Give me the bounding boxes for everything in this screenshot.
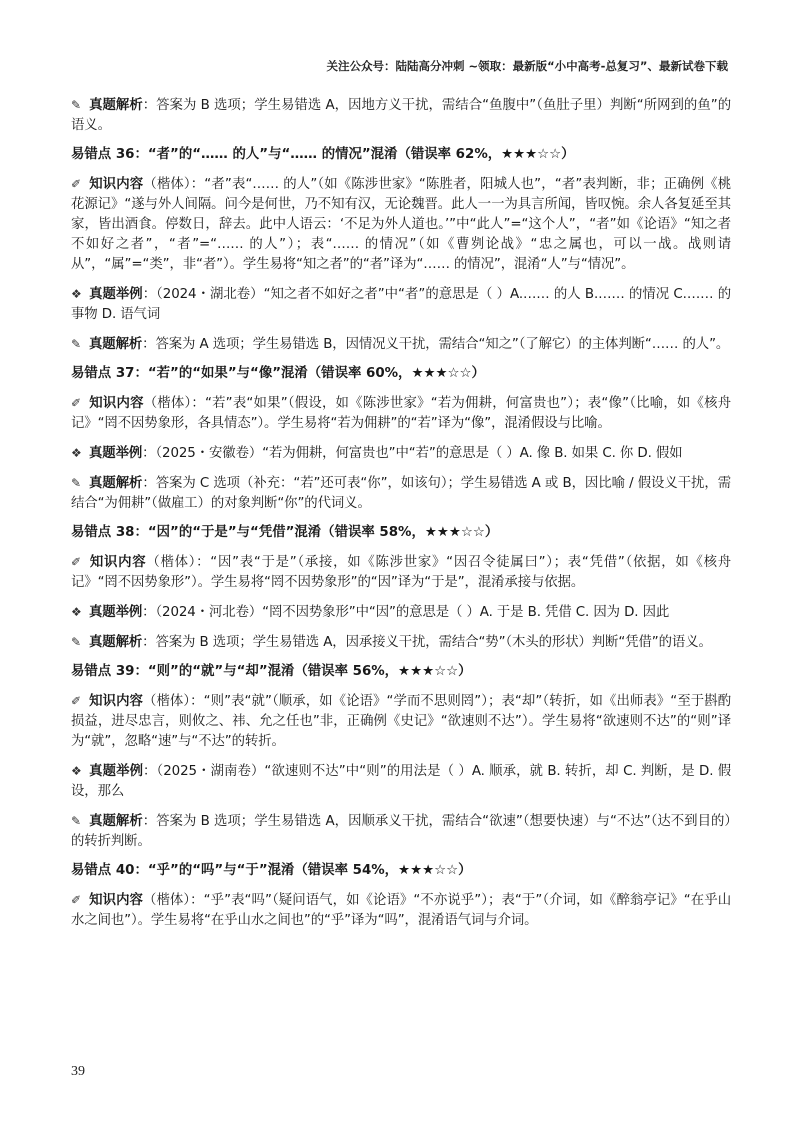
- analysis-text: ：答案为 B 选项；学生易错选 A，因承接义干扰，需结合“势”（木头的形状）判断“凭借”的语义。: [142, 635, 712, 650]
- example-paragraph: [71, 443, 731, 464]
- analysis-paragraph: [71, 95, 731, 136]
- example-text: ：（2024・湖北卷）“知之者不如好之者”中“者”的意思是（ ）A.…… 的人 B.…… 的情况 C.…… 的事物 D. 语气词: [71, 287, 731, 322]
- pencil-icon: ✐: [71, 555, 81, 569]
- analysis-label: 真题解析: [89, 337, 143, 352]
- analysis-paragraph: [71, 473, 731, 514]
- page-header: 关注公众号：陆陆高分冲刺 ~领取：最新版“小中高考-总复习”、最新试卷下载: [326, 59, 728, 73]
- analysis-label: 真题解析: [89, 635, 143, 650]
- knowledge-text: （楷体）：“者”表“…… 的人”（如《陈涉世家》“陈胜者，阳城人也”，“者”表判断，非；正确例《桃花源记》“遂与外人间隔。问今是何世，乃不知有汉，无论魏晋。此人一一为具言所闻，皆叹惋。余人各复延至其家，皆出酒食。停数日，辞去。此中人语云：‘不足为外人道也。’”中“此人”=“这个人”，“者”如《论语》“知之者不如好之者”，“者”=“…… 的人”）；表“…… 的情况”（如《曹刿论战》“忠之属也，可以一战。战则请从”，“属”=“类”，非“者”）。学生易将“知之者”的“者”译为“…… 的情况”，混淆“人”与“情况”。: [71, 177, 731, 272]
- example-paragraph: [71, 284, 731, 325]
- analysis-paragraph: [71, 632, 731, 653]
- pencil-icon: ✐: [71, 396, 81, 410]
- section-heading: 易错点 38：“因”的“于是”与“凭借”混淆（错误率 58%，★★★☆☆）: [71, 525, 499, 540]
- example-label: 真题举例: [89, 287, 143, 302]
- pen-nib-icon: ✎: [71, 337, 81, 351]
- knowledge-label: 知识内容: [89, 893, 144, 908]
- analysis-text: ：答案为 A 选项；学生易错选 B，因情况义干扰，需结合“知之”（了解它）的主体判断“…… 的人”。: [142, 337, 730, 352]
- example-text: ：（2024・河北卷）“罔不因势象形”中“因”的意思是（ ）A. 于是 B. 凭借 C. 因为 D. 因此: [142, 605, 670, 620]
- analysis-text: ：答案为 B 选项；学生易错选 A，因顺承义干扰，需结合“欲速”（想要快速）与“不达”（达不到目的）的转折判断。: [71, 814, 731, 849]
- page-content: [71, 95, 731, 940]
- knowledge-text: （楷体）：“乎”表“吗”（疑问语气，如《论语》“不亦说乎”）；表“于”（介词，如《醉翁亭记》“在乎山水之间也”）。学生易将“在乎山水之间也”的“乎”译为“吗”，混淆语气词与介词。: [71, 893, 731, 928]
- pencil-icon: ✐: [71, 893, 81, 907]
- example-text: ：（2025・安徽卷）“若为佣耕，何富贵也”中“若”的意思是（ ）A. 像 B. 如果 C. 你 D. 假如: [142, 446, 683, 461]
- knowledge-label: 知识内容: [89, 177, 144, 192]
- knowledge-paragraph: [71, 691, 731, 752]
- knowledge-paragraph: [71, 174, 731, 275]
- knowledge-text: （楷体）：“则”表“就”（顺承，如《论语》“学而不思则罔”）；表“却”（转折，如《出师表》“至于斟酌损益，进尽忠言，则攸之、祎、允之任也”非，正确例《史记》“欲速则不达”）。学生易将“欲速则不达”的“则”译为“就”，忽略“速”与“不达”的转折。: [71, 694, 731, 749]
- analysis-paragraph: [71, 334, 731, 355]
- analysis-paragraph: [71, 811, 731, 852]
- section-heading: 易错点 36：“者”的“…… 的人”与“…… 的情况”混淆（错误率 62%，★★★☆☆）: [71, 147, 575, 162]
- pen-nib-icon: ✎: [71, 635, 81, 649]
- pen-nib-icon: ✎: [71, 814, 81, 828]
- knowledge-paragraph: [71, 552, 731, 593]
- knowledge-text: （楷体）：“若”表“如果”（假设，如《陈涉世家》“若为佣耕，何富贵也”）；表“像”（比喻，如《核舟记》“罔不因势象形，各具情态”）。学生易将“若为佣耕”的“若”译为“像”，混淆假设与比喻。: [71, 396, 732, 431]
- knowledge-label: 知识内容: [89, 396, 144, 411]
- diamond-bullet-icon: ❖: [71, 605, 82, 619]
- example-label: 真题举例: [89, 605, 143, 620]
- example-paragraph: [71, 761, 731, 802]
- pencil-icon: ✐: [71, 694, 81, 708]
- section-heading: 易错点 37：“若”的“如果”与“像”混淆（错误率 60%，★★★☆☆）: [71, 366, 485, 381]
- example-paragraph: [71, 602, 731, 623]
- diamond-bullet-icon: ❖: [71, 764, 82, 778]
- knowledge-label: 知识内容: [89, 555, 147, 570]
- analysis-label: 真题解析: [89, 98, 143, 113]
- diamond-bullet-icon: ❖: [71, 446, 82, 460]
- analysis-label: 真题解析: [89, 476, 143, 491]
- example-label: 真题举例: [89, 446, 143, 461]
- pen-nib-icon: ✎: [71, 98, 81, 112]
- pencil-icon: ✐: [71, 177, 81, 191]
- pen-nib-icon: ✎: [71, 476, 81, 490]
- page-number: 39: [71, 1064, 85, 1079]
- section-heading: 易错点 39：“则”的“就”与“却”混淆（错误率 56%，★★★☆☆）: [71, 664, 472, 679]
- example-text: ：（2025・湖南卷）“欲速则不达”中“则”的用法是（ ）A. 顺承，就 B. 转折，却 C. 判断，是 D. 假设，那么: [71, 764, 731, 799]
- analysis-label: 真题解析: [89, 814, 143, 829]
- section-heading: 易错点 40：“乎”的“吗”与“于”混淆（错误率 54%，★★★☆☆）: [71, 863, 472, 878]
- knowledge-text: （楷体）：“因”表“于是”（承接，如《陈涉世家》“因召令徒属曰”）；表“凭借”（依据，如《核舟记》“罔不因势象形”）。学生易将“罔不因势象形”的“因”译为“于是”，混淆承接与依据。: [71, 555, 731, 590]
- analysis-text: ：答案为 B 选项；学生易错选 A，因地方义干扰，需结合“鱼腹中”（鱼肚子里）判断“所网到的鱼”的语义。: [71, 98, 731, 133]
- knowledge-paragraph: [71, 393, 731, 434]
- knowledge-paragraph: [71, 890, 731, 931]
- analysis-text: ：答案为 C 选项（补充：“若”还可表“你”，如该句）；学生易错选 A 或 B，因比喻 / 假设义干扰，需结合“为佣耕”（做雇工）的对象判断“你”的代词义。: [71, 476, 731, 511]
- knowledge-label: 知识内容: [89, 694, 144, 709]
- diamond-bullet-icon: ❖: [71, 287, 82, 301]
- example-label: 真题举例: [89, 764, 144, 779]
